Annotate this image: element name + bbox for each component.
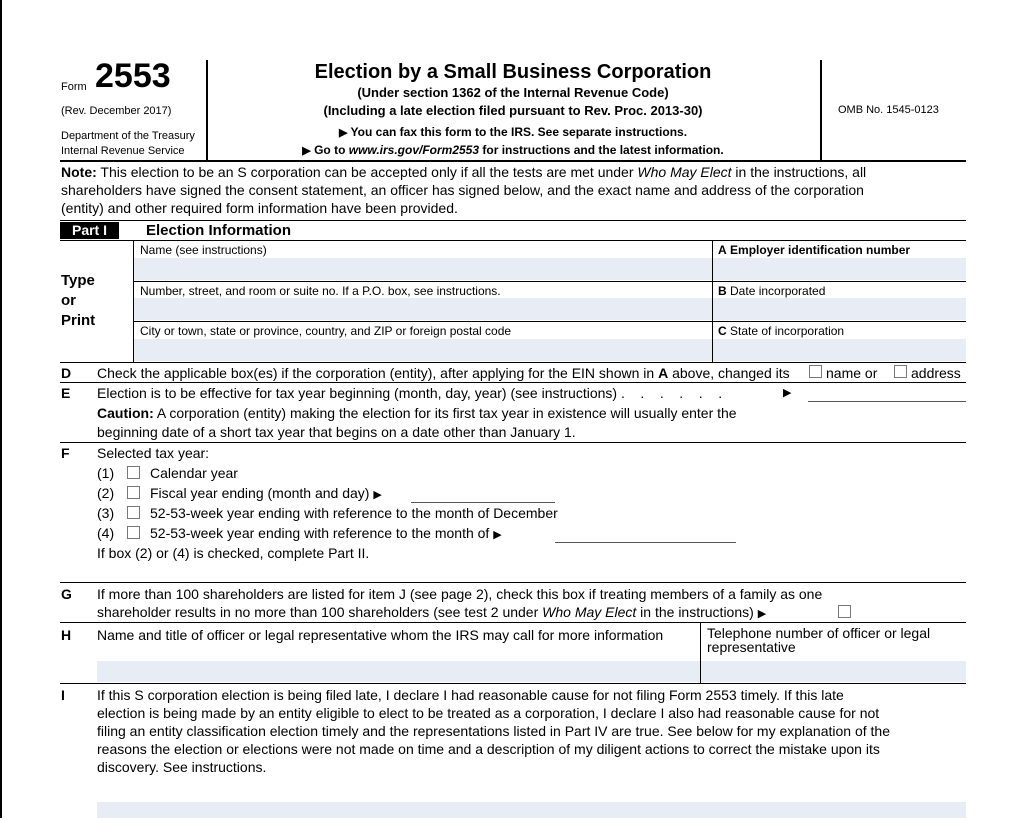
arrow-right-icon: ▶ xyxy=(783,387,792,399)
fiscal-year-label: Fiscal year ending (month and day) ▶ xyxy=(150,485,382,501)
part1-title-rule xyxy=(60,240,966,241)
line-g-line-1: If more than 100 shareholders are listed for item J (see page 2), check this box if treating members of a family as one xyxy=(97,586,823,602)
late-election-explanation-field[interactable] xyxy=(97,802,966,818)
part1-top-rule xyxy=(60,220,966,221)
arrow-right-icon: ▶ xyxy=(338,127,348,139)
line-i-text-3: filing an entity classification election timely and the representations listed in Part IV are true. See below for my explanation of the xyxy=(97,723,890,739)
name-label: Name (see instructions) xyxy=(140,243,267,257)
week-december-label: 52-53-week year ending with reference to the month of December xyxy=(150,505,558,521)
form-subtitle-2: (Including a late election filed pursuant to Rev. Proc. 2013-30) xyxy=(323,103,703,118)
phone-label-1: Telephone number of officer or legal xyxy=(707,625,931,641)
note-line-3: (entity) and other required form information have been provided. xyxy=(61,200,458,216)
officer-phone-field[interactable] xyxy=(701,661,966,682)
calendar-year-checkbox[interactable] xyxy=(127,466,140,479)
line-d-text: Check the applicable box(es) if the corporation (entity), after applying for the EIN shown in A above, changed its xyxy=(97,365,790,381)
line-g-rule xyxy=(60,622,966,623)
ein-field[interactable] xyxy=(713,258,966,280)
officer-name-label: Name and title of officer or legal representative whom the IRS may call for more information xyxy=(97,627,664,643)
line-f-title: Selected tax year: xyxy=(97,445,210,461)
irs-name: Internal Revenue Service xyxy=(61,145,185,157)
option-number: (4) xyxy=(97,525,115,541)
option-number: (3) xyxy=(97,505,115,521)
fax-instruction: ▶ You can fax this form to the IRS. See separate instructions. xyxy=(338,125,688,139)
line-f-letter: F xyxy=(61,445,70,461)
part1-bottom-rule xyxy=(60,362,966,363)
address-change-label: address xyxy=(911,365,961,381)
form-label: Form xyxy=(61,81,87,93)
note-line-2: shareholders have signed the consent statement, an officer has signed below, and the exact name and address of the corporation xyxy=(61,182,864,198)
header-divider-right xyxy=(820,60,822,160)
fiscal-year-end-field[interactable] xyxy=(411,484,555,503)
part1-row2-rule xyxy=(133,321,966,322)
street-field[interactable] xyxy=(134,298,712,320)
effective-date-field[interactable] xyxy=(808,384,966,402)
line-f-footer: If box (2) or (4) is checked, complete Part II. xyxy=(97,545,370,561)
part1-title: Election Information xyxy=(146,222,292,239)
fiscal-year-checkbox[interactable] xyxy=(127,486,140,499)
line-h-rule xyxy=(60,683,966,684)
header-rule xyxy=(60,160,966,162)
line-g-line-2: shareholder results in no more than 100 shareholders (see test 2 under Who May Elect in the instructions) ▶ xyxy=(97,604,767,620)
calendar-year-label: Calendar year xyxy=(150,465,238,481)
irs-url-link[interactable]: www.irs.gov/Form2553 xyxy=(348,143,480,157)
name-change-checkbox[interactable] xyxy=(809,365,822,378)
line-i-letter: I xyxy=(61,687,65,703)
week-month-checkbox[interactable] xyxy=(127,526,140,539)
date-incorporated-field[interactable] xyxy=(713,298,966,320)
name-change-label: name or xyxy=(826,365,878,381)
line-i-text-4: reasons the election or elections were not made on time and a description of my diligent actions to correct the mistake upon its xyxy=(97,741,880,757)
week-december-checkbox[interactable] xyxy=(127,506,140,519)
week-month-field[interactable] xyxy=(555,524,736,543)
week-month-label: 52-53-week year ending with reference to the month of ▶ xyxy=(150,525,502,541)
form-title: Election by a Small Business Corporation xyxy=(314,61,712,83)
city-field[interactable] xyxy=(134,339,712,361)
or-label: or xyxy=(61,292,76,309)
note-line-1: Note: This election to be an S corporation can be accepted only if all the tests are met under Who May Elect in the instructions, all xyxy=(61,164,867,180)
street-label: Number, street, and room or suite no. If a P.O. box, see instructions. xyxy=(140,284,501,298)
option-number: (2) xyxy=(97,485,115,501)
part1-tag: Part I xyxy=(60,222,119,239)
arrow-right-icon: ▶ xyxy=(302,145,311,157)
ein-label: A Employer identification number xyxy=(718,243,911,257)
page-left-edge xyxy=(0,0,2,818)
officer-name-field[interactable] xyxy=(97,661,700,682)
part1-row1-rule xyxy=(133,281,966,282)
arrow-right-icon: ▶ xyxy=(757,608,767,620)
family-shareholders-checkbox[interactable] xyxy=(838,605,851,618)
line-i-text-1: If this S corporation election is being filed late, I declare I had reasonable cause for not filing Form 2553 timely. If this late xyxy=(97,687,844,703)
form-number: 2553 xyxy=(95,57,171,95)
name-field[interactable] xyxy=(134,258,712,280)
option-number: (1) xyxy=(97,465,115,481)
caution-line-2: beginning date of a short tax year that begins on a date other than January 1. xyxy=(97,424,576,440)
arrow-right-icon: ▶ xyxy=(493,529,502,541)
line-i-text-5: discovery. See instructions. xyxy=(97,759,267,775)
phone-label-2: representative xyxy=(707,639,796,655)
address-change-checkbox[interactable] xyxy=(894,365,907,378)
line-d-rule xyxy=(60,382,966,383)
city-label: City or town, state or province, country, and ZIP or foreign postal code xyxy=(140,324,512,338)
line-e-letter: E xyxy=(61,385,71,401)
revision-date: (Rev. December 2017) xyxy=(61,105,172,117)
type-label: Type xyxy=(61,272,95,289)
form-subtitle-1: (Under section 1362 of the Internal Revenue Code) xyxy=(357,85,669,100)
state-incorporation-field[interactable] xyxy=(713,339,966,361)
line-e-text: Election is to be effective for tax year beginning (month, day, year) (see instructions) . . . . . . xyxy=(97,385,723,401)
line-d-letter: D xyxy=(61,365,72,381)
state-incorporation-label: C State of incorporation xyxy=(718,324,845,338)
line-f-rule xyxy=(60,582,966,583)
line-g-letter: G xyxy=(61,586,72,602)
line-h-letter: H xyxy=(61,627,72,643)
date-incorporated-label: B Date incorporated xyxy=(718,284,826,298)
print-label: Print xyxy=(61,312,96,329)
dept-treasury: Department of the Treasury xyxy=(61,130,195,142)
goto-instruction: ▶ Go to www.irs.gov/Form2553 for instructions and the latest information. xyxy=(302,143,724,157)
arrow-right-icon: ▶ xyxy=(373,489,382,501)
line-e-rule xyxy=(60,442,966,443)
line-i-text-2: election is being made by an entity eligible to elect to be treated as a corporation, I declare I also had reasonable cause for not xyxy=(97,705,880,721)
caution-line-1: Caution: A corporation (entity) making the election for its first tax year in existence will usually enter the xyxy=(97,405,737,421)
omb-number: OMB No. 1545-0123 xyxy=(838,104,939,116)
